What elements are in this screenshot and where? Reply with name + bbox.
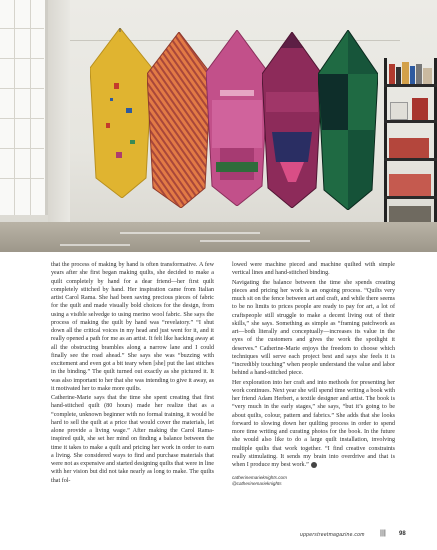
quilts-hanging-photo (0, 0, 437, 252)
artist-social-handle[interactable]: @catherinemarieknights (232, 481, 282, 487)
magenta-quilt (262, 32, 322, 208)
page-number: 98 (399, 531, 406, 537)
footer-separator: ||| (380, 530, 386, 537)
studio-window (0, 0, 48, 215)
article-paragraph: lowed were machine pieced and machine quilted with simple vertical lines and hand-stitched binding. (232, 262, 395, 277)
article-paragraph-final: Her exploration into her craft and into methods for presenting her work continues. Next year she will spend time writing a book with her friend Adam Herbert, a textile designer and artist. The book is “very much in the early stages,” she says, “but it’s going to be about quilts, colour, pattern and fabrics.” She adds that she looks forward to slowing down her quilting process in order to spend more time writing and curating photos for the book. In the future she would also like to do a large quilt installation, involving multiple quilts that work together. “I find creative constraints really stimulating. It sends my brain into overdrive and that is when I produce my best work.” (232, 379, 395, 468)
floor (0, 222, 437, 252)
article-paragraph: Navigating the balance between the time she spends creating pieces and pricing her work is an ongoing process. “Quilts very much sit on the fence between art and craft, and while there seems to be no limits to prices people are ready to pay for art, a lot of craftspeople still struggle to make a decent living out of their skills,” she says. Something as simple as “framing patchwork as art—both literally and conceptually—increases its value in the eyes of the customers and gives the work the spotlight it deserves.” Catherine-Marie enjoys the freedom to choose which techniques will serve each project best and says she feels it is “incredibly touching” when people understand the value and labor behind a hand-stitched piece. (232, 279, 395, 377)
artist-website-link[interactable]: catherinemarieknights.com (232, 475, 287, 481)
pink-quilt (206, 30, 268, 206)
wall-edge (48, 0, 70, 225)
page-footer (300, 530, 420, 540)
article-paragraph: Catherine-Marie says that the time she spent creating that first hand-stitched quilt (80 hours) made her realize that as a “complete, unknown beginner with no formal training, it would be hard to sell the quilt at a price that would cover the materials, let alone provide a living wage.” After making the Carol Rama-inspired quilt, she set her mind on finding a balance between the time it takes to make a quilt and pricing her work in order to earn a living. She considered ways to find and purchase materials that were not as expensive and started designing quilts that were in line with her vision but did not take nearly as long to make. The quilts that fol- (51, 395, 214, 484)
orange-striped-quilt (147, 32, 211, 208)
artist-credit (232, 475, 395, 487)
yellow-quilt (90, 28, 152, 198)
end-mark-icon (311, 462, 317, 468)
magazine-website[interactable]: upperstreetmagazine.com (300, 532, 365, 538)
article-column-right (232, 261, 395, 487)
bookshelf (384, 58, 437, 228)
article-paragraph: that the process of making by hand is often transformative. A few years after she first began making quilts, she decided to make a quilt completely by hand for a dear friend—her first quilt completely stitched by hand. Her inspiration came from Italian artist Carol Rama. She had been saving precious pieces of fabric for the quilt and made visually bold choices for the design, from using a visible selvedge to using merino wool fabric. She says the process of making the quilt by hand was “revelatory.” “I shut down all the critical voices in my head and just went for it, and it really opened a path for me as an artist. It felt like hacking away at all the obstructing brambles along a narrow lane and I could finally see the road ahead.” She says she was “buzzing with excitement and even got a bit teary when [she] put the last stitches in the binding.” The quilt turned out exactly as she pictured it. It was also important to her that she was intending to give it away, as it motivated her to make more quilts. (51, 262, 214, 392)
green-quilt (318, 30, 378, 210)
article-column-left (51, 261, 214, 486)
